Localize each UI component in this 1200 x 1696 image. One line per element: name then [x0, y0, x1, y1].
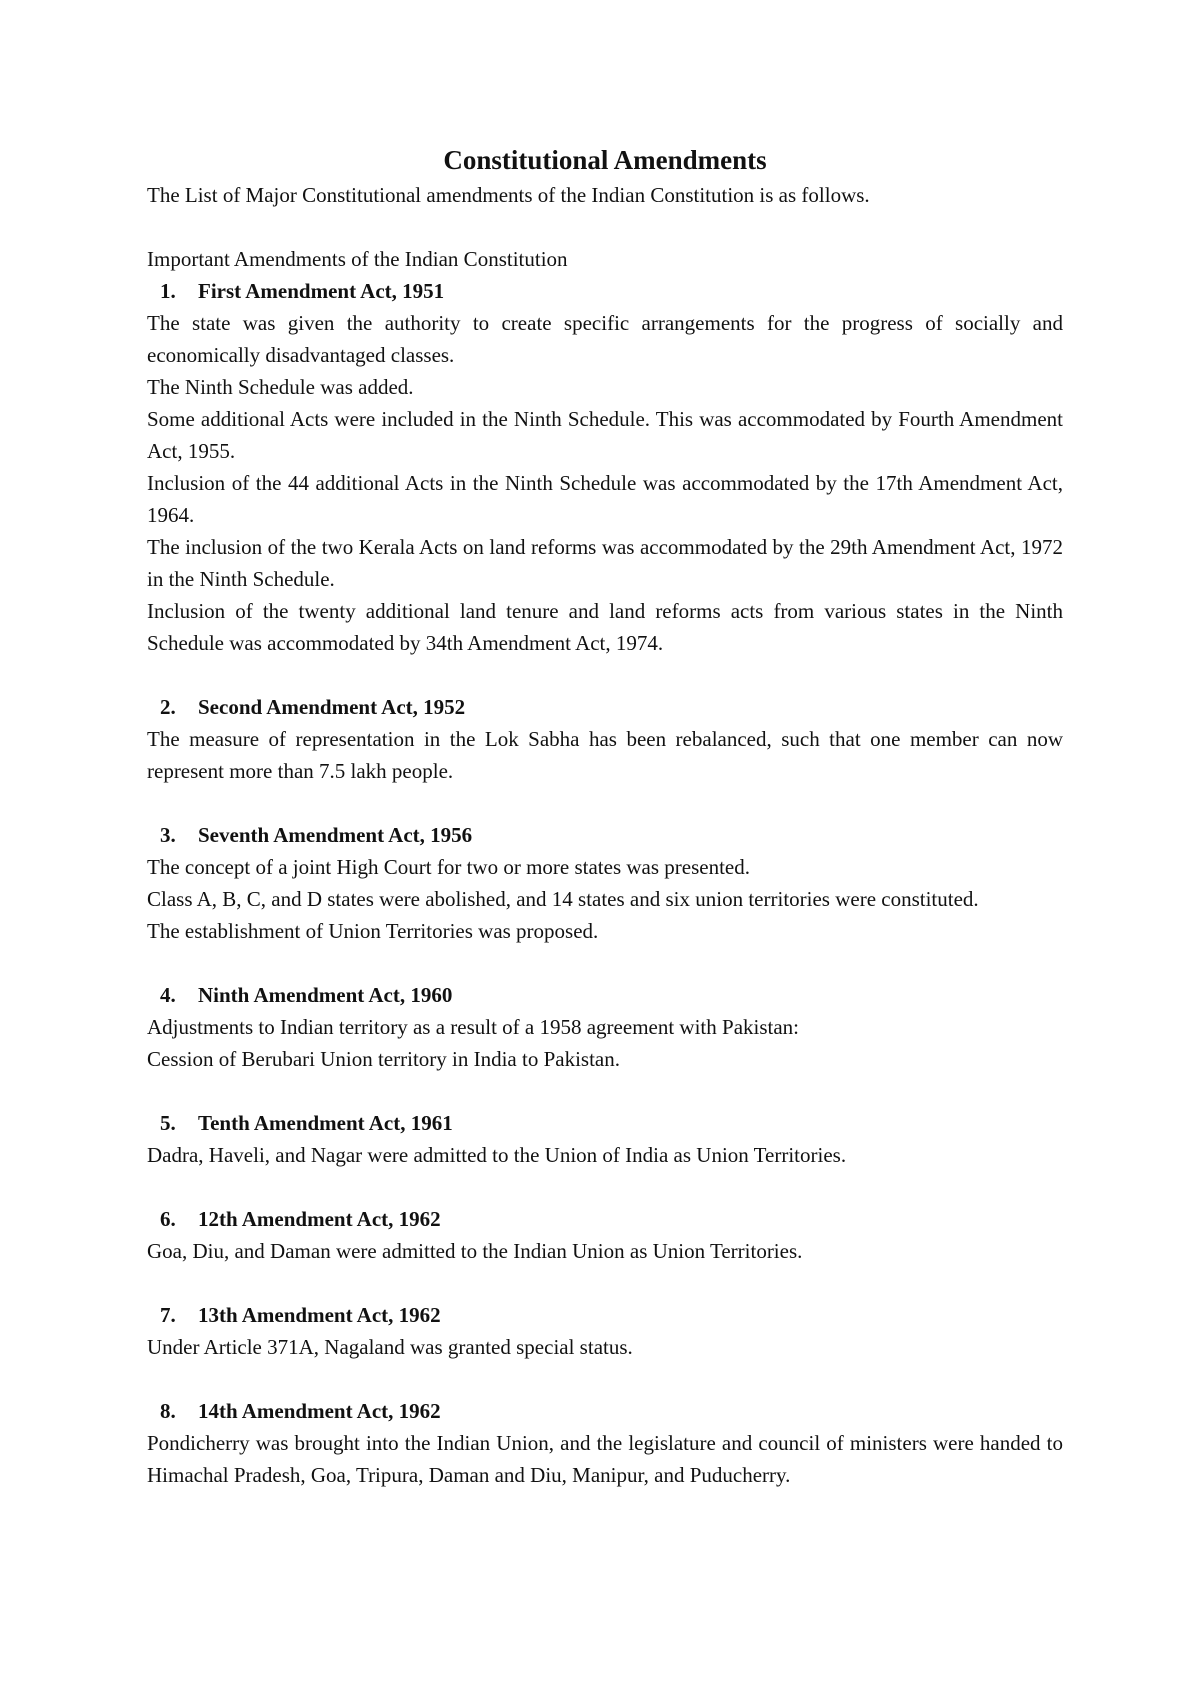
amendment-number: 7.: [160, 1303, 176, 1327]
amendment-paragraph: The concept of a joint High Court for two or more states was presented.: [147, 855, 751, 879]
intro-text: The List of Major Constitutional amendments of the Indian Constitution is as follows.: [147, 183, 870, 207]
amendment-paragraph: Class A, B, C, and D states were abolished, and 14 states and six union territories were constituted.: [147, 887, 979, 911]
amendment-title: First Amendment Act, 1951: [198, 279, 445, 303]
amendment-paragraph: The state was given the authority to create specific arrangements for the progress of socially and economically disadvantaged classes.: [147, 311, 1063, 367]
amendment-paragraph: Some additional Acts were included in the Ninth Schedule. This was accommodated by Fourth Amendment Act, 1955.: [147, 407, 1063, 463]
amendment-heading: [147, 819, 1063, 851]
amendment-paragraph: The measure of representation in the Lok Sabha has been rebalanced, such that one member can now represent more than 7.5 lakh people.: [147, 727, 1063, 783]
amendment-paragraph: Dadra, Haveli, and Nagar were admitted to the Union of India as Union Territories.: [147, 1143, 847, 1167]
amendment-paragraph: Adjustments to Indian territory as a result of a 1958 agreement with Pakistan:: [147, 1015, 800, 1039]
amendment-section: [147, 275, 1063, 659]
amendment-section: [147, 979, 1063, 1075]
amendment-paragraph: Goa, Diu, and Daman were admitted to the Indian Union as Union Territories.: [147, 1239, 803, 1263]
amendment-heading: [147, 691, 1063, 723]
document-title: Constitutional Amendments: [443, 145, 767, 175]
amendment-paragraph: The inclusion of the two Kerala Acts on land reforms was accommodated by the 29th Amendment Act, 1972 in the Ninth Schedule.: [147, 535, 1063, 591]
amendment-title: Tenth Amendment Act, 1961: [198, 1111, 453, 1135]
amendment-section: [147, 1107, 1063, 1171]
amendment-title: Seventh Amendment Act, 1956: [198, 823, 473, 847]
amendment-number: 8.: [160, 1399, 176, 1423]
amendment-number: 2.: [160, 695, 176, 719]
amendment-number: 6.: [160, 1207, 176, 1231]
subtitle-text: Important Amendments of the Indian Constitution: [147, 247, 568, 271]
amendment-paragraph: Cession of Berubari Union territory in India to Pakistan.: [147, 1047, 621, 1071]
amendment-number: 4.: [160, 983, 176, 1007]
amendment-title: 14th Amendment Act, 1962: [198, 1399, 441, 1423]
amendment-heading: [147, 1299, 1063, 1331]
amendment-section: [147, 1299, 1063, 1363]
amendment-paragraph: Inclusion of the twenty additional land tenure and land reforms acts from various states in the Ninth Schedule was accommodated by 34th Amendment Act, 1974.: [147, 599, 1063, 655]
amendment-section: [147, 1395, 1063, 1491]
amendment-section: [147, 1203, 1063, 1267]
amendment-title: 12th Amendment Act, 1962: [198, 1207, 441, 1231]
amendment-heading: [147, 1395, 1063, 1427]
amendment-paragraph: Inclusion of the 44 additional Acts in the Ninth Schedule was accommodated by the 17th Amendment Act, 1964.: [147, 471, 1063, 527]
amendment-paragraph: The establishment of Union Territories was proposed.: [147, 919, 599, 943]
amendment-heading: [147, 979, 1063, 1011]
amendment-section: [147, 691, 1063, 787]
amendment-title: Ninth Amendment Act, 1960: [198, 983, 453, 1007]
amendment-number: 3.: [160, 823, 176, 847]
amendment-heading: [147, 1107, 1063, 1139]
amendment-number: 5.: [160, 1111, 176, 1135]
amendment-heading: [147, 275, 1063, 307]
amendment-number: 1.: [160, 279, 176, 303]
amendment-title: 13th Amendment Act, 1962: [198, 1303, 441, 1327]
amendment-paragraph: The Ninth Schedule was added.: [147, 375, 414, 399]
amendment-heading: [147, 1203, 1063, 1235]
amendment-paragraph: Pondicherry was brought into the Indian Union, and the legislature and council of ministers were handed to Himachal Pradesh, Goa, Tripura, Daman and Diu, Manipur, and Puducherry.: [147, 1431, 1063, 1487]
amendment-paragraph: Under Article 371A, Nagaland was granted special status.: [147, 1335, 633, 1359]
amendment-section: [147, 819, 1063, 947]
amendment-title: Second Amendment Act, 1952: [198, 695, 466, 719]
